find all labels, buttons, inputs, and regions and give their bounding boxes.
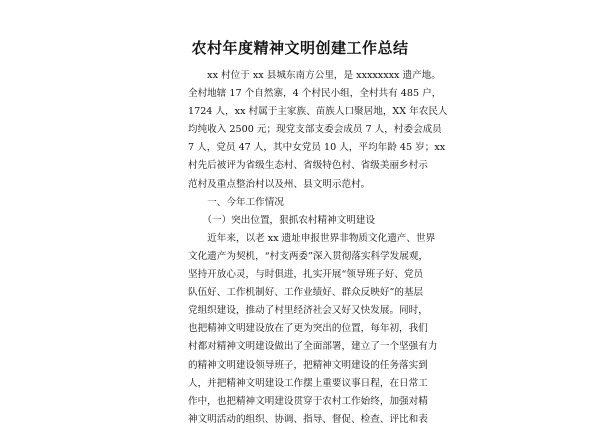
body-line: 村先后被评为省级生态村、省级特色村、省级美丽乡村示 [188,160,428,172]
body-line: 7 人，党员 47 人，其中女党员 10 人，平均年龄 45 岁；xx [188,142,446,154]
body-line: 党组织建设，推动了村里经济社会又好又快发展。同时， [188,305,428,317]
body-line: 队伍好、工作机制好、工作业绩好、群众反映好”的基层 [188,287,424,299]
section-heading: 一、今年工作情况 [188,196,284,208]
body-line: 均纯收入 2500 元；现党支部支委会成员 7 人，村委会成员 [188,124,442,136]
body-line: 村都对精神文明建设做出了全面部署，建立了一个坚强有力 [188,341,438,353]
body-line: 1724 人，xx 村属于主家族、苗族人口聚居地，XX 年农民人 [188,106,448,118]
body-line: 神文明活动的组织、协调、指导、督促、检查、评比和表 [188,413,428,425]
document-body [188,67,448,429]
body-line: 全村地辖 17 个自然寨，4 个村民小组，全村共有 485 户， [188,88,442,100]
body-line: 人，并把精神文明建设工作摆上重要议事日程，在日常工 [188,377,428,389]
body-line: 文化遗产为契机，“村支两委”深入贯彻落实科学发展观， [188,250,429,262]
subsection-heading: （一）突出位置，狠抓农村精神文明建设 [188,214,376,226]
body-line: 作中，也把精神文明建设贯穿于农村工作始终，加强对精 [188,395,428,407]
body-line: 也把精神文明建设放在了更为突出的位置，每年初，我们 [188,323,428,335]
body-line: xx 村位于 xx 县城东南方公里，是 xxxxxxxx 遗产地。 [188,70,441,81]
document-title: 农村年度精神文明创建工作总结 [191,39,409,57]
body-line: 的精神文明建设领导班子，把精神文明建设的任务落实到 [188,359,428,371]
body-line: 坚持开放心灵，与时俱进，扎实开展“领导班子好、党员 [188,269,424,281]
body-line: 范村及重点整治村以及州、县文明示范村。 [188,178,371,190]
body-line: 近年来，以老 xx 遗址申报世界非物质文化遗产、世界 [188,232,436,244]
